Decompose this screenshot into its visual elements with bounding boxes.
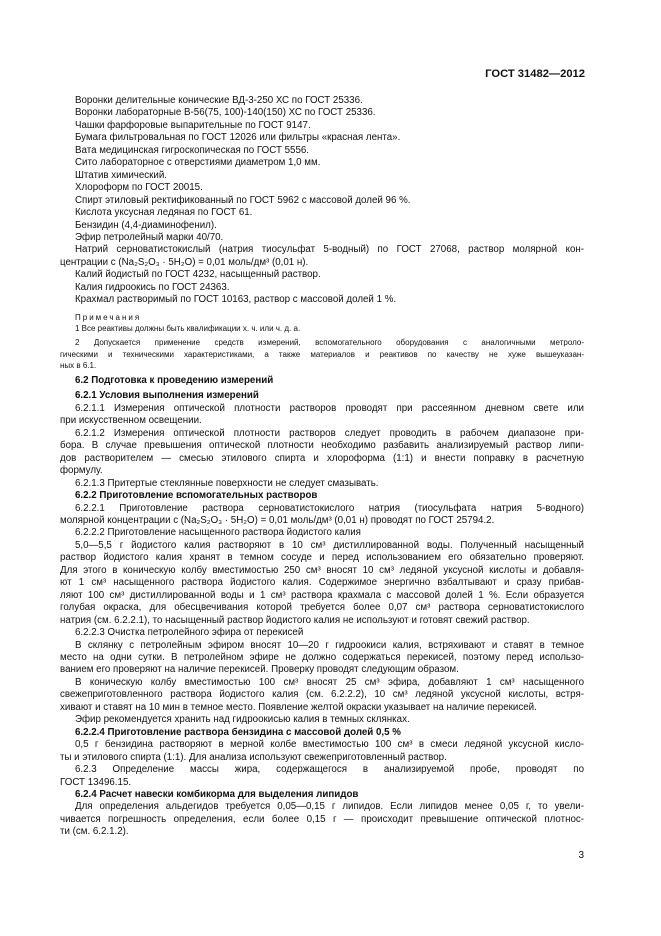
page-number: 3 <box>578 850 584 861</box>
paragraph-line: 6.2.3 Определение массы жира, содержащегося в анализируемой пробе, проводят по <box>75 764 584 776</box>
paragraph-line: В склянку с петролейным эфиром вносят 10—20 г гидроокиси калия, встряхивают и ставят в темное <box>75 639 584 651</box>
subsection-heading-6-2-2-4: 6.2.2.4 Приготовление раствора бензидина с массовой долей 0,5 % <box>75 726 401 738</box>
paragraph-line: Эфир рекомендуется хранить над гидроокисью калия в темных склянках. <box>75 714 410 726</box>
paragraph-line: 0,5 г бензидина растворяют в мерной колбе вместимостью 100 см³ в смеси ледяной уксусной кисло- <box>75 739 584 751</box>
paragraph-line: 6.2.2.1 Приготовление раствора серноватистокислого натрия (тиосульфата натрия 5-водного) <box>75 502 584 514</box>
paragraph-line: ГОСТ 13496.15. <box>60 776 132 788</box>
paragraph-line: 5,0—5,5 г йодистого калия растворяют в 10 см³ дистиллированной воды. Полученный насыщенный <box>75 539 584 551</box>
paragraph-line: ванием его проверяют на наличие перекисей. Проверку проводят следующим образом. <box>60 664 459 676</box>
equipment-item: Вата медицинская гигроскопическая по ГОСТ 5556. <box>75 144 310 156</box>
paragraph-line: раствор йодистого калия хранят в темном сосуде и перед использованием его обязательно проверяют. <box>60 552 584 564</box>
equipment-item: Воронки лабораторные В-56(75, 100)-140(150) ХС по ГОСТ 25336. <box>75 107 376 119</box>
reagent-item: Калий йодистый по ГОСТ 4232, насыщенный раствор. <box>75 269 321 281</box>
paragraph-line: чивается погрешность определения, если более 0,15 г — происходит превышение оптической плотнос- <box>60 813 584 825</box>
reagent-item: Крахмал растворимый по ГОСТ 10163, раствор с массовой долей 1 %. <box>75 294 397 306</box>
paragraph-line: 6.2.1.1 Измерения оптической плотности растворов проводят при рассеянном дневном свете или <box>75 402 584 414</box>
reagent-thiosulfate-line: Натрий серноватистокислый (натрия тиосульфат 5-водный) по ГОСТ 27068, раствор молярной кон- <box>75 244 584 256</box>
reagent-item: Хлороформ по ГОСТ 20015. <box>75 182 203 194</box>
document-standard-number: ГОСТ 31482—2012 <box>485 68 585 80</box>
paragraph-line: формулу. <box>60 465 103 477</box>
section-heading-6-2: 6.2 Подготовка к проведению измерений <box>75 375 274 387</box>
paragraph-line: молярной концентрации с (Na₂S₂O₃ · 5H₂O) = 0,01 моль/дм³ (0,01 н) проводят по ГОСТ 25794.2. <box>60 515 495 526</box>
paragraph-line: свежеприготовленного раствора йодистого калия (см. 6.2.2.2), 10 см³ ледяной уксусной кислоты, встря- <box>60 689 584 701</box>
section-heading-6-2-2: 6.2.2 Приготовление вспомогательных растворов <box>75 490 318 502</box>
paragraph-line: голубая окраска, для обесцвечивания которой требуется более 0,07 см³ раствора серноватистокислого <box>60 602 584 614</box>
reagent-item: Калия гидроокись по ГОСТ 24363. <box>75 281 230 293</box>
notes-label: Примечания <box>75 312 142 322</box>
paragraph-line: ты и этилового спирта (1:1). Для анализа используют свежеприготовленный раствор. <box>60 751 447 763</box>
paragraph-line: дов растворителем — смесью этилового спирта и хлороформа (1:1) и внести поправку в расчетную <box>60 452 584 464</box>
section-heading-6-2-4: 6.2.4 Расчет навески комбикорма для выделения липидов <box>75 788 359 800</box>
equipment-item: Штатив химический. <box>75 169 168 181</box>
reagent-thiosulfate-line: центрации с (Na₂S₂O₃ · 5H₂O) = 0,01 моль/дм³ (0,01 н). <box>60 256 309 268</box>
paragraph-line: место на одни сутки. В петролейном эфире не должно содержаться перекисей, поэтому перед использо- <box>60 651 584 663</box>
paragraph-line: 6.2.1.3 Притертые стеклянные поверхности не следует смазывать. <box>75 477 379 489</box>
equipment-item: Чашки фарфоровые выпарительные по ГОСТ 9147. <box>75 119 311 131</box>
note-2-line: гическими и техническими характеристиками, а также материалов и реактивов по качеству не хуже вышеуказан- <box>60 349 584 359</box>
note-1: 1 Все реактивы должны быть квалификации х. ч. или ч. д. а. <box>75 324 301 334</box>
paragraph-line: 6.2.1.2 Измерения оптической плотности растворов следует проводить в рабочем диапазоне при- <box>75 427 584 439</box>
paragraph-line: Для этого в коническую колбу вместимостью 250 см³ вносят 10 см³ ледяной уксусной кислоты и добавля- <box>60 564 584 576</box>
section-heading-6-2-1: 6.2.1 Условия выполнения измерений <box>75 390 259 402</box>
paragraph-line: ти (см. 6.2.1.2). <box>60 826 129 838</box>
page-content <box>60 95 584 839</box>
paragraph-line: при искусственном освещении. <box>60 415 202 427</box>
paragraph-line: бора. В случае превышения оптической плотности необходимо разбавить анализируемый раствор липи- <box>60 440 584 452</box>
paragraph-line: натрия (см. 6.2.2.1), то насыщенный раствор йодистого калия не используют и готовят свежий раствор. <box>60 614 530 626</box>
paragraph-line: хивают и ставят на 10 мин в темное место. Появление желтой окраски указывает на наличие перекисей. <box>60 701 537 713</box>
note-2-line: ных в 6.1. <box>60 360 97 370</box>
paragraph-line: Для определения альдегидов требуется 0,05—0,15 г липидов. Если липидов менее 0,05 г, то увели- <box>75 801 584 813</box>
paragraph-line: В коническую колбу вместимостью 100 см³ вносят 25 см³ эфира, добавляют 1 см³ насыщенного <box>75 676 584 688</box>
reagent-item: Спирт этиловый ректификованный по ГОСТ 5962 с массовой долей 96 %. <box>75 194 411 206</box>
reagent-item: Кислота уксусная ледяная по ГОСТ 61. <box>75 207 253 219</box>
equipment-item: Сито лабораторное с отверстиями диаметром 1,0 мм. <box>75 157 321 169</box>
note-2-line: 2 Допускается применение средств измерений, вспомогательного оборудования с аналогичными метроло- <box>75 338 584 348</box>
equipment-item: Воронки делительные конические ВД-3-250 ХС по ГОСТ 25336. <box>75 95 363 106</box>
paragraph-line: ляют 100 см³ дистиллированной воды и 1 см³ раствора крахмала с массовой долей 1 %. Если образуется <box>60 589 584 601</box>
subsection-title-6-2-2-2: 6.2.2.2 Приготовление насыщенного раствора йодистого калия <box>75 527 361 539</box>
reagent-item: Эфир петролейный марки 40/70. <box>75 231 224 243</box>
subsection-title-6-2-2-3: 6.2.2.3 Очистка петролейного эфира от перекисей <box>75 627 304 639</box>
paragraph-line: ют 1 см³ насыщенного раствора йодистого калия. Содержимое энергично взбалтывают и сразу прибав- <box>60 577 584 589</box>
reagent-item: Бензидин (4,4-диаминофенил). <box>75 219 217 231</box>
equipment-item: Бумага фильтровальная по ГОСТ 12026 или фильтры «красная лента». <box>75 132 401 144</box>
